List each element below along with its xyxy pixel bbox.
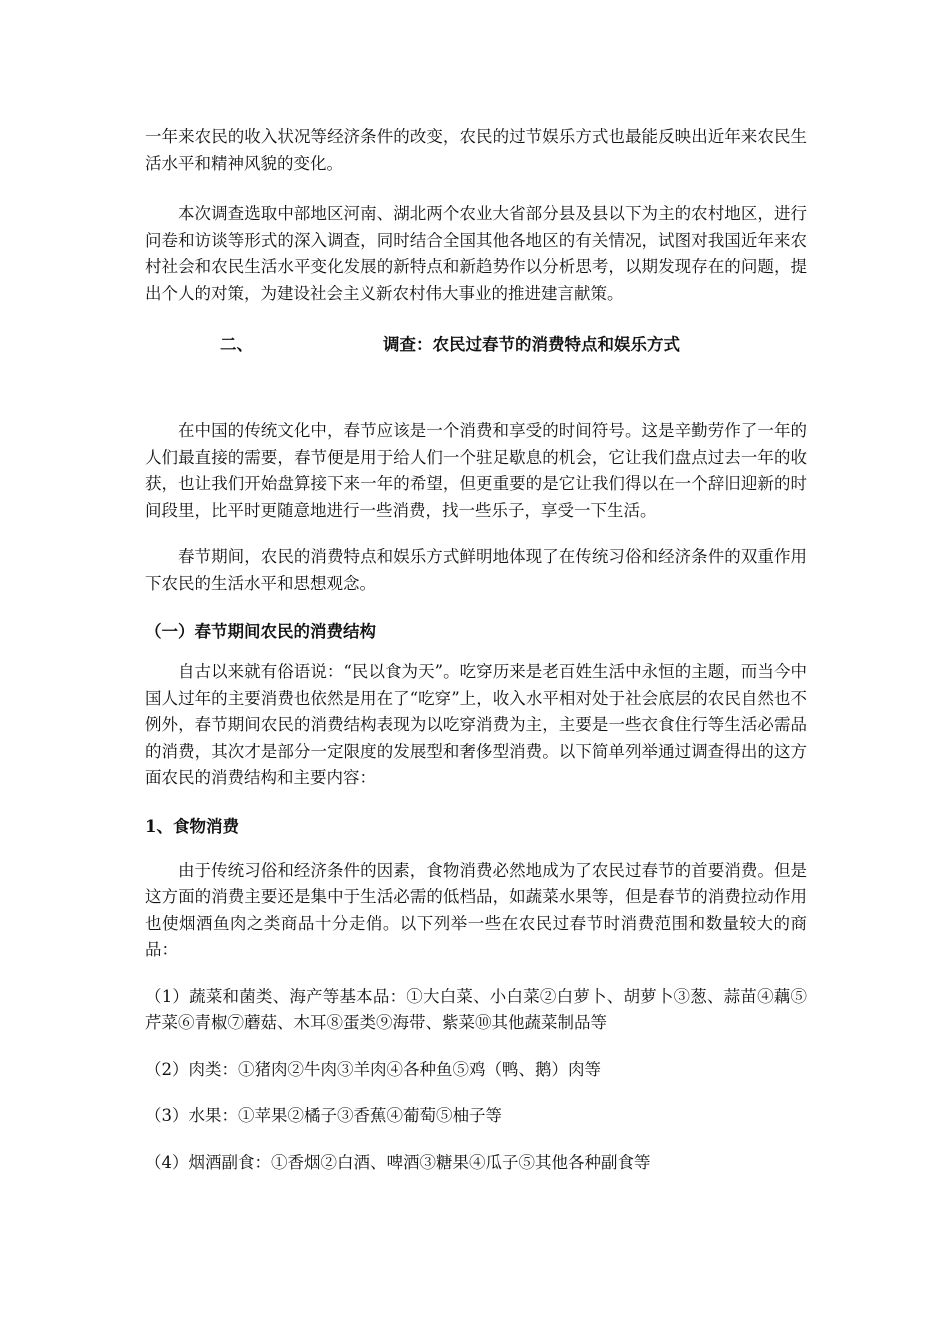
document-page xyxy=(145,124,807,1176)
paragraph-survey-scope: 本次调查选取中部地区河南、湖北两个农业大省部分县及县以下为主的农村地区，进行问卷和访谈等形式的深入调查，同时结合全国其他各地区的有关情况，试图对我国近年来农村社会和农民生活水平变化发展的新特点和新趋势作以分析思考，以期发现存在的问题，提出个人的对策，为建设社会主义新农村伟大事业的推进建言献策。 xyxy=(145,204,807,303)
list-item-tobacco-alcohol: （4）烟酒副食：①香烟②白酒、啤酒③糖果④瓜子⑤其他各种副食等 xyxy=(145,1152,651,1172)
paragraph-food-saying: 自古以来就有俗语说：“民以食为天”。吃穿历来是老百姓生活中永恒的主题，而当今中国人过年的主要消费也依然是用在了“吃穿”上，收入水平相对处于社会底层的农民自然也不例外，春节期间农民的消费结构表现为以吃穿消费为主，主要是一些衣食住行等生活必需品的消费，其次才是部分一定限度的发展型和奢侈型消费。以下简单列举通过调查得出的这方面农民的消费结构和主要内容： xyxy=(145,662,807,787)
paragraph-food-consumption: 由于传统习俗和经济条件的因素，食物消费必然地成为了农民过春节的首要消费。但是这方面的消费主要还是集中于生活必需的低档品，如蔬菜水果等，但是春节的消费拉动作用也使烟酒鱼肉之类商品十分走俏。以下列举一些在农民过春节时消费范围和数量较大的商品： xyxy=(145,860,807,959)
section-heading xyxy=(145,332,807,358)
paragraph-intro-continued: 一年来农民的收入状况等经济条件的改变，农民的过节娱乐方式也最能反映出近年来农民生活水平和精神风貌的变化。 xyxy=(145,127,807,173)
list-item-fruit: （3）水果：①苹果②橘子③香蕉④葡萄⑤柚子等 xyxy=(145,1106,502,1125)
list-item-vegetables: （1）蔬菜和菌类、海产等基本品：①大白菜、小白菜②白萝卜、胡萝卜③葱、蒜苗④藕⑤芹菜⑥青椒⑦蘑菇、木耳⑧蛋类⑨海带、紫菜⑩其他蔬菜制品等 xyxy=(145,986,807,1032)
section-number: 二、 xyxy=(220,335,253,354)
list-item-meat: （2）肉类：①猪肉②牛肉③羊肉④各种鱼⑤鸡（鸭、鹅）肉等 xyxy=(145,1059,601,1079)
paragraph-spring-festival-culture: 在中国的传统文化中，春节应该是一个消费和享受的时间符号。这是辛勤劳作了一年的人们最直接的需要，春节便是用于给人们一个驻足歇息的机会，它让我们盘点过去一年的收获，也让我们开始盘算接下来一年的希望，但更重要的是它让我们得以在一个辞旧迎新的时间段里，比平时更随意地进行一些消费，找一些乐子，享受一下生活。 xyxy=(145,421,807,520)
section-title: 调查：农民过春节的消费特点和娱乐方式 xyxy=(383,335,680,354)
subheading-consumption-structure: （一）春节期间农民的消费结构 xyxy=(145,622,376,641)
subheading-food-consumption: 1、食物消费 xyxy=(145,816,239,836)
paragraph-consumption-features: 春节期间，农民的消费特点和娱乐方式鲜明地体现了在传统习俗和经济条件的双重作用下农民的生活水平和思想观念。 xyxy=(145,547,807,593)
